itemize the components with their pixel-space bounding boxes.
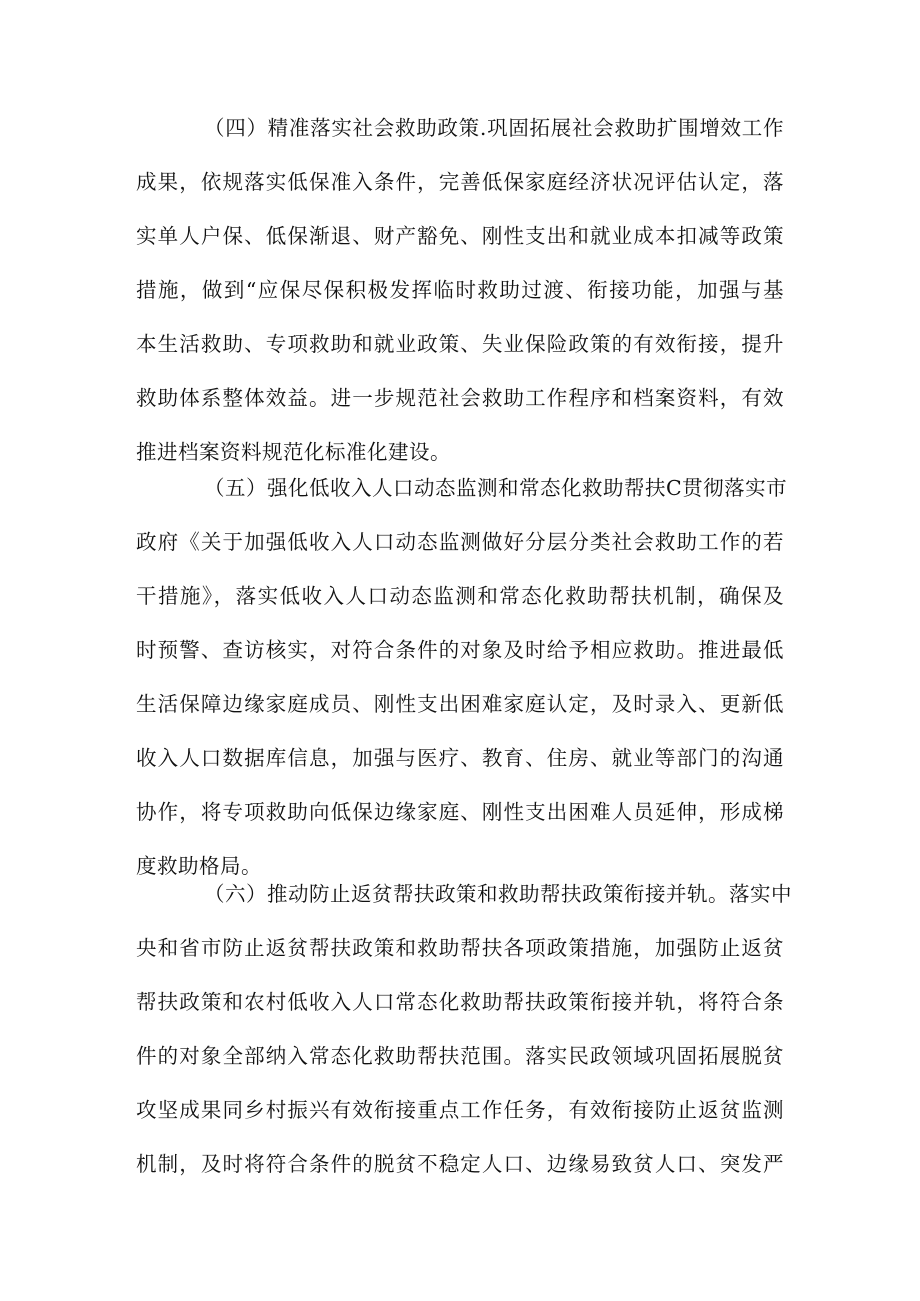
paragraph-line: 攻坚成果同乡村振兴有效衔接重点工作任务，有效衔接防止返贫监测 (136, 1098, 784, 1122)
paragraph-line: 时预警、查访核实，对符合条件的对象及时给予相应救助。推进最低 (136, 638, 784, 662)
paragraph-line: 成果，依规落实低保准入条件，完善低保家庭经济状况评估认定，落 (136, 170, 784, 194)
paragraph-line: 机制，及时将符合条件的脱贫不稳定人口、边缘易致贫人口、突发严 (136, 1152, 784, 1176)
paragraph-line: 救助体系整体效益。进一步规范社会救助工作程序和档案资料，有效 (136, 386, 784, 410)
paragraph-line: 本生活救助、专项救助和就业政策、失业保险政策的有效衔接，提升 (136, 332, 784, 356)
paragraph-line: （五）强化低收入人口动态监测和常态化救助帮扶C贯彻落实市 (204, 476, 788, 500)
paragraph-line: 政府《关于加强低收入人口动态监测做好分层分类社会救助工作的若 (136, 530, 784, 554)
paragraph-section-5 (136, 461, 788, 893)
paragraph-section-6 (136, 867, 792, 1191)
paragraph-line: 生活保障边缘家庭成员、刚性支出困难家庭认定，及时录入、更新低 (136, 692, 784, 716)
paragraph-line: 度救助格局。 (136, 854, 262, 878)
paragraph-line: （六）推动防止返贫帮扶政策和救助帮扶政策衔接并轨。落实中 (204, 882, 792, 906)
paragraph-line: 央和省市防止返贫帮扶政策和救助帮扶各项政策措施，加强防止返贫 (136, 936, 784, 960)
paragraph-line: 干措施》，落实低收入人口动态监测和常态化救助帮扶机制，确保及 (136, 584, 784, 608)
paragraph-line: 收入人口数据库信息，加强与医疗、教育、住房、就业等部门的沟通 (136, 746, 784, 770)
paragraph-line: 措施，做到“应保尽保积极发挥临时救助过渡、衔接功能，加强与基 (136, 278, 784, 302)
paragraph-line: （四）精准落实社会救助政策.巩固拓展社会救助扩围增效工作 (204, 116, 784, 140)
paragraph-line: 件的对象全部纳入常态化救助帮扶范围。落实民政领域巩固拓展脱贫 (136, 1044, 784, 1068)
paragraph-section-4 (136, 101, 784, 479)
paragraph-line: 实单人户保、低保渐退、财产豁免、刚性支出和就业成本扣减等政策 (136, 224, 784, 248)
paragraph-line: 推进档案资料规范化标准化建设。 (136, 440, 451, 464)
paragraph-line: 帮扶政策和农村低收入人口常态化救助帮扶政策衔接并轨，将符合条 (136, 990, 784, 1014)
paragraph-line: 协作，将专项救助向低保边缘家庭、刚性支出困难人员延伸，形成梯 (136, 800, 784, 824)
